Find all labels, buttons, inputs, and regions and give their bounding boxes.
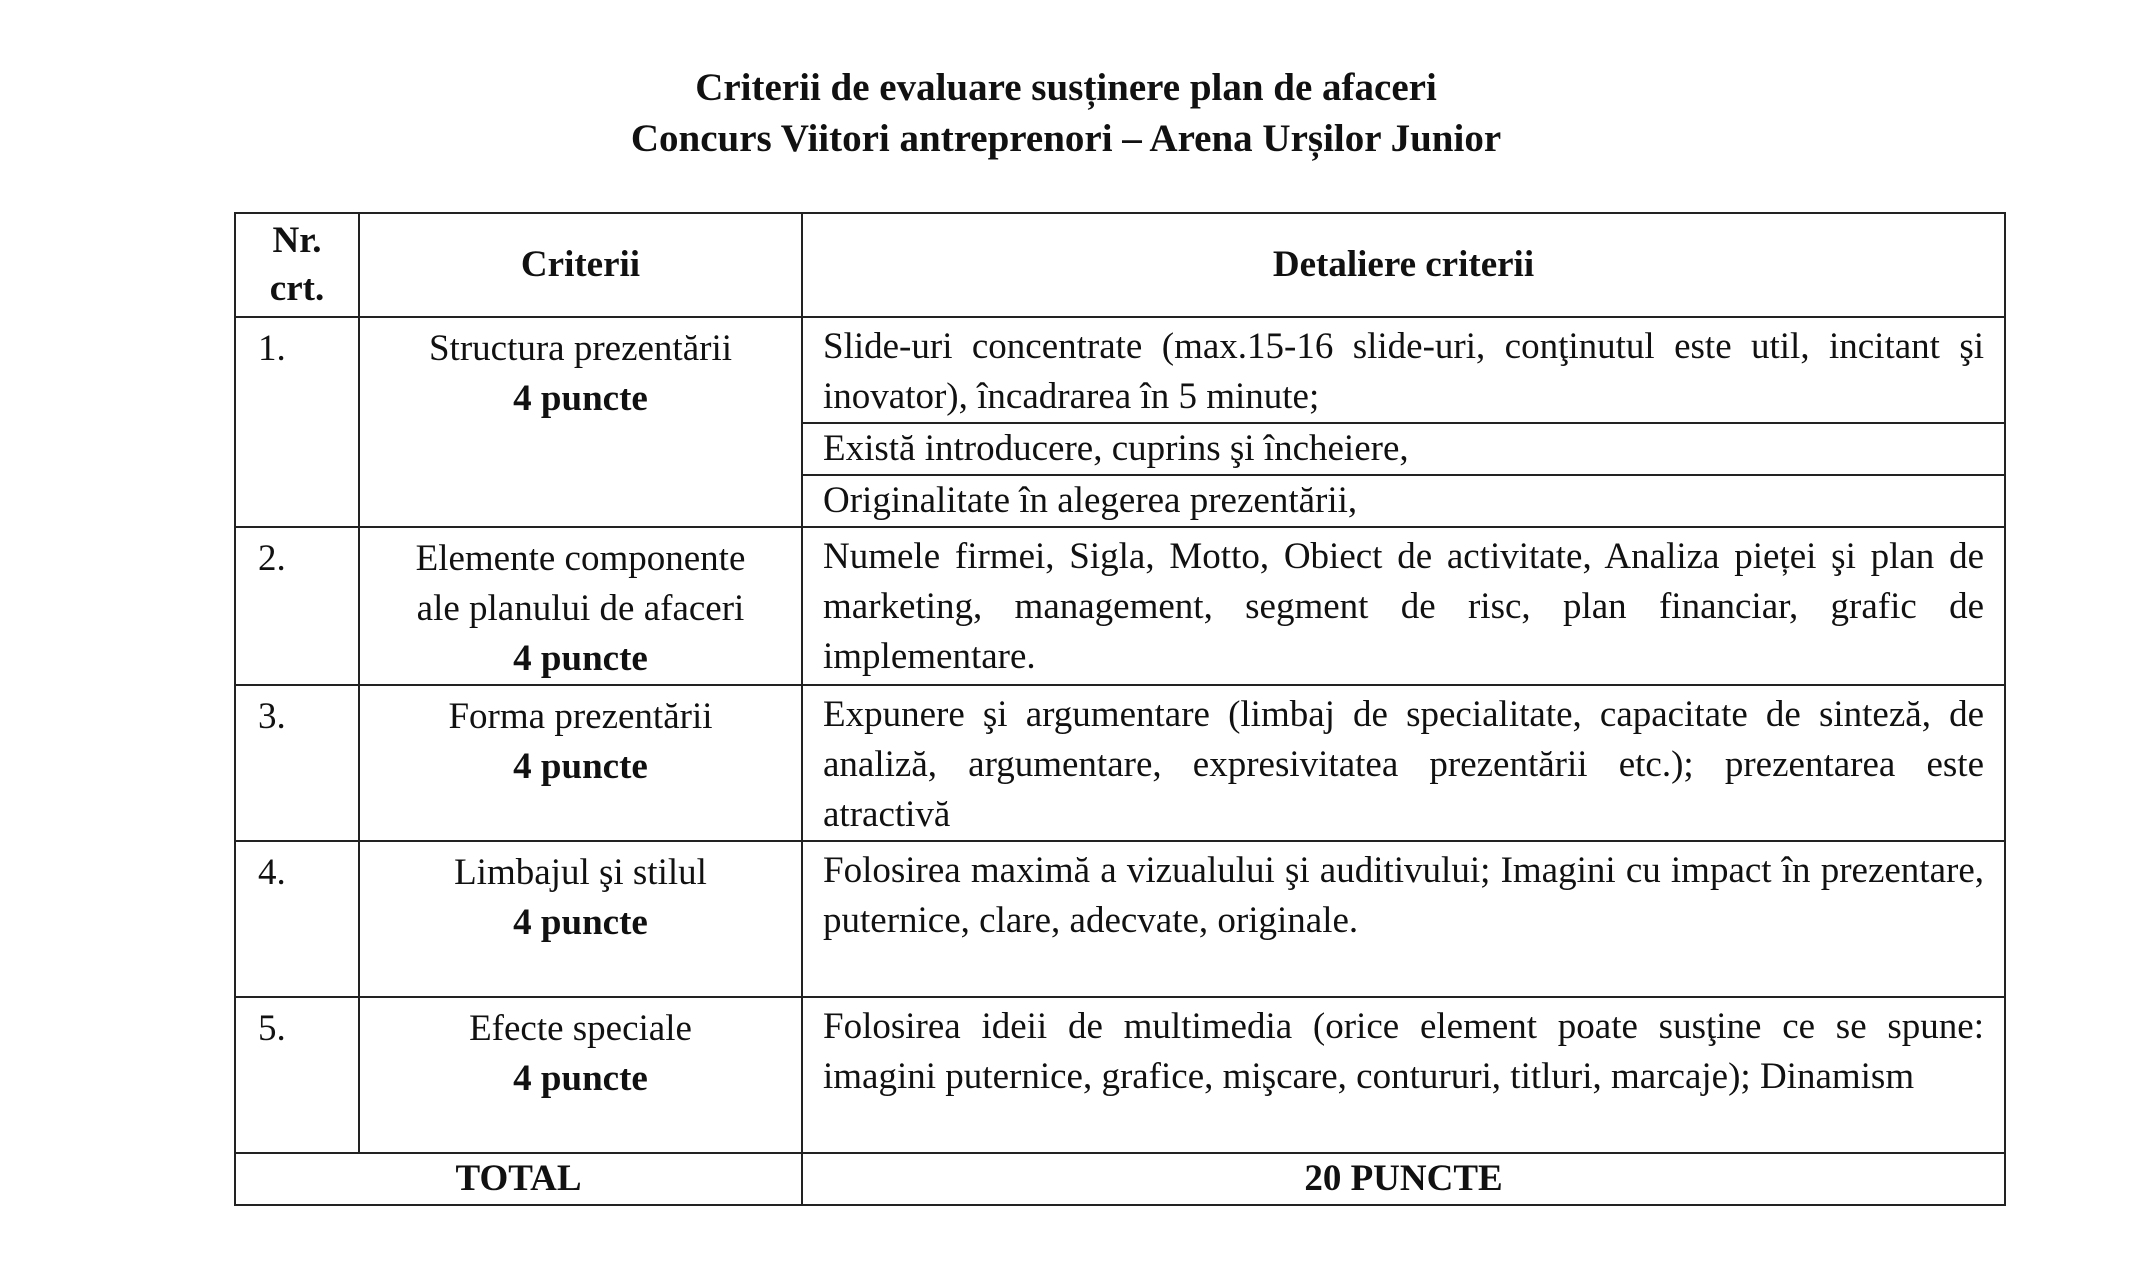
row-number: 4. — [235, 841, 359, 997]
criteriu-name: Structura prezentării — [428, 328, 733, 369]
row-detaliu: Există introducere, cuprins şi încheiere, — [802, 423, 2005, 475]
header-nr-crt — [235, 213, 359, 317]
table-row — [235, 997, 2005, 1153]
row-number: 5. — [235, 997, 359, 1153]
header-nr-line1: Nr. — [272, 220, 322, 261]
table-row — [235, 527, 2005, 685]
criteriu-name-line1: Elemente componente — [415, 538, 746, 579]
row-detaliu: Expunere şi argumentare (limbaj de specialitate, capacitate de sinteză, de analiză, argumentare, expresivitatea prezentării etc.); prezentarea este atractivă — [802, 685, 2005, 841]
criteriu-points: 4 puncte — [513, 1058, 648, 1099]
table-row — [235, 317, 2005, 423]
row-detaliu: Numele firmei, Sigla, Motto, Obiect de activitate, Analiza pieței şi plan de marketing, management, segment de risc, plan financiar, grafic de implementare. — [802, 527, 2005, 685]
row-criteriu — [359, 997, 802, 1153]
criteria-table — [234, 212, 2006, 1206]
criteriu-points: 4 puncte — [513, 902, 648, 943]
criteriu-name: Limbajul şi stilul — [454, 852, 707, 893]
document-heading — [0, 62, 2132, 164]
row-criteriu — [359, 317, 802, 527]
row-number: 1. — [235, 317, 359, 527]
document-subtitle: Concurs Viitori antreprenori – Arena Urșilor Junior — [630, 117, 1502, 160]
row-criteriu — [359, 527, 802, 685]
header-nr-line2: crt. — [269, 268, 325, 309]
criteriu-points: 4 puncte — [513, 746, 648, 787]
row-number: 2. — [235, 527, 359, 685]
header-detaliere: Detaliere criterii — [802, 213, 2005, 317]
row-detaliu: Folosirea maximă a vizualului şi auditivului; Imagini cu impact în prezentare, puternice, clare, adecvate, originale. — [802, 841, 2005, 997]
row-detaliu: Slide-uri concentrate (max.15-16 slide-uri, conţinutul este util, incitant şi inovator), încadrarea în 5 minute; — [802, 317, 2005, 423]
table-total-row — [235, 1153, 2005, 1205]
row-detaliu: Folosirea ideii de multimedia (orice element poate susţine ce se spune: imagini puternice, grafice, mişcare, contururi, titluri, marcaje); Dinamism — [802, 997, 2005, 1153]
criteriu-name: Efecte speciale — [469, 1008, 692, 1049]
table-row — [235, 841, 2005, 997]
row-number: 3. — [235, 685, 359, 841]
criteriu-points: 4 puncte — [513, 638, 648, 679]
table-row — [235, 685, 2005, 841]
criteriu-name-line2: ale planului de afaceri — [416, 588, 745, 629]
document-title: Criterii de evaluare susținere plan de afaceri — [695, 66, 1437, 109]
table-header-row — [235, 213, 2005, 317]
criteriu-points: 4 puncte — [513, 378, 648, 419]
total-value: 20 PUNCTE — [802, 1153, 2005, 1205]
row-detaliu: Originalitate în alegerea prezentării, — [802, 475, 2005, 527]
row-criteriu — [359, 685, 802, 841]
header-criterii: Criterii — [359, 213, 802, 317]
row-criteriu — [359, 841, 802, 997]
criteriu-name: Forma prezentării — [448, 696, 713, 737]
total-label: TOTAL — [235, 1153, 802, 1205]
